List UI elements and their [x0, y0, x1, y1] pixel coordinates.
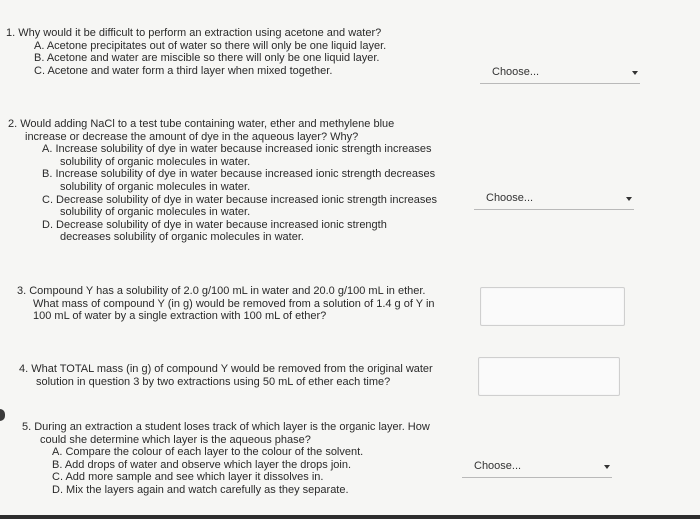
question-2-stem-line-2: increase or decrease the amount of dye in the aqueous layer? Why? — [25, 130, 359, 143]
question-1-option-a: A. Acetone precipitates out of water so there will only be one liquid layer. — [34, 39, 387, 52]
question-2 — [8, 118, 437, 244]
question-2-answer-select[interactable] — [474, 189, 634, 210]
question-2-answer-select-label: Choose... — [486, 192, 534, 204]
question-1-option-b: B. Acetone and water are miscible so there will only be one liquid layer. — [34, 52, 380, 65]
chevron-down-icon — [626, 197, 632, 201]
question-3-stem-line-1: 3. Compound Y has a solubility of 2.0 g/100 mL in water and 20.0 g/100 mL in ether. — [17, 285, 426, 297]
question-5-stem-line-2: could she determine which layer is the aqueous phase? — [40, 433, 311, 446]
question-1-answer-select-label: Choose... — [492, 66, 540, 78]
question-5-option-b: B. Add drops of water and observe which layer the drops join. — [52, 458, 352, 471]
question-4-stem-line-2: solution in question 3 by two extractions using 50 mL of ether each time? — [36, 375, 391, 388]
question-1-answer-select[interactable] — [480, 63, 640, 84]
question-3-answer-input[interactable] — [480, 287, 625, 326]
question-5-answer-select-label: Choose... — [474, 460, 522, 472]
chevron-down-icon — [632, 71, 638, 75]
question-5-option-a: A. Compare the colour of each layer to the colour of the solvent. — [52, 446, 364, 459]
question-4-stem-line-1: 4. What TOTAL mass (in g) of compound Y would be removed from the original water — [19, 363, 433, 375]
question-2-option-c: C. Decrease solubility of dye in water because increased ionic strength increases — [42, 193, 437, 206]
left-edge-marker — [0, 409, 5, 421]
question-4-answer-input[interactable] — [478, 357, 620, 396]
question-2-option-d: D. Decrease solubility of dye in water because increased ionic strength — [42, 218, 387, 231]
question-5-stem-line-1: 5. During an extraction a student loses track of which layer is the organic layer. How — [22, 421, 430, 433]
question-5-option-d: D. Mix the layers again and watch carefully as they separate. — [52, 483, 349, 496]
question-3 — [17, 285, 435, 323]
question-5-answer-select[interactable] — [462, 457, 612, 478]
chevron-down-icon — [604, 465, 610, 469]
question-3-stem-line-2: What mass of compound Y (in g) would be removed from a solution of 1.4 g of Y in — [33, 297, 435, 310]
question-2-stem-line-1: 2. Would adding NaCl to a test tube containing water, ether and methylene blue — [8, 118, 395, 130]
question-1-stem: 1. Why would it be difficult to perform an extraction using acetone and water? — [6, 27, 382, 39]
question-4 — [19, 363, 433, 388]
question-3-stem-line-3: 100 mL of water by a single extraction with 100 mL of ether? — [33, 310, 327, 323]
question-1-option-c: C. Acetone and water form a third layer when mixed together. — [34, 64, 333, 77]
question-1 — [6, 27, 386, 77]
bottom-border — [0, 515, 700, 519]
question-2-option-a-cont: solubility of organic molecules in water. — [60, 155, 251, 168]
question-2-option-b-cont: solubility of organic molecules in water. — [60, 180, 251, 193]
question-2-option-c-cont: solubility of organic molecules in water. — [60, 206, 251, 219]
question-2-option-a: A. Increase solubility of dye in water because increased ionic strength increases — [42, 143, 432, 156]
question-5-option-c: C. Add more sample and see which layer it dissolves in. — [52, 471, 324, 484]
question-5 — [22, 421, 430, 497]
question-2-option-b: B. Increase solubility of dye in water because increased ionic strength decreases — [42, 168, 436, 181]
question-2-option-d-cont: decreases solubility of organic molecules in water. — [60, 231, 304, 244]
